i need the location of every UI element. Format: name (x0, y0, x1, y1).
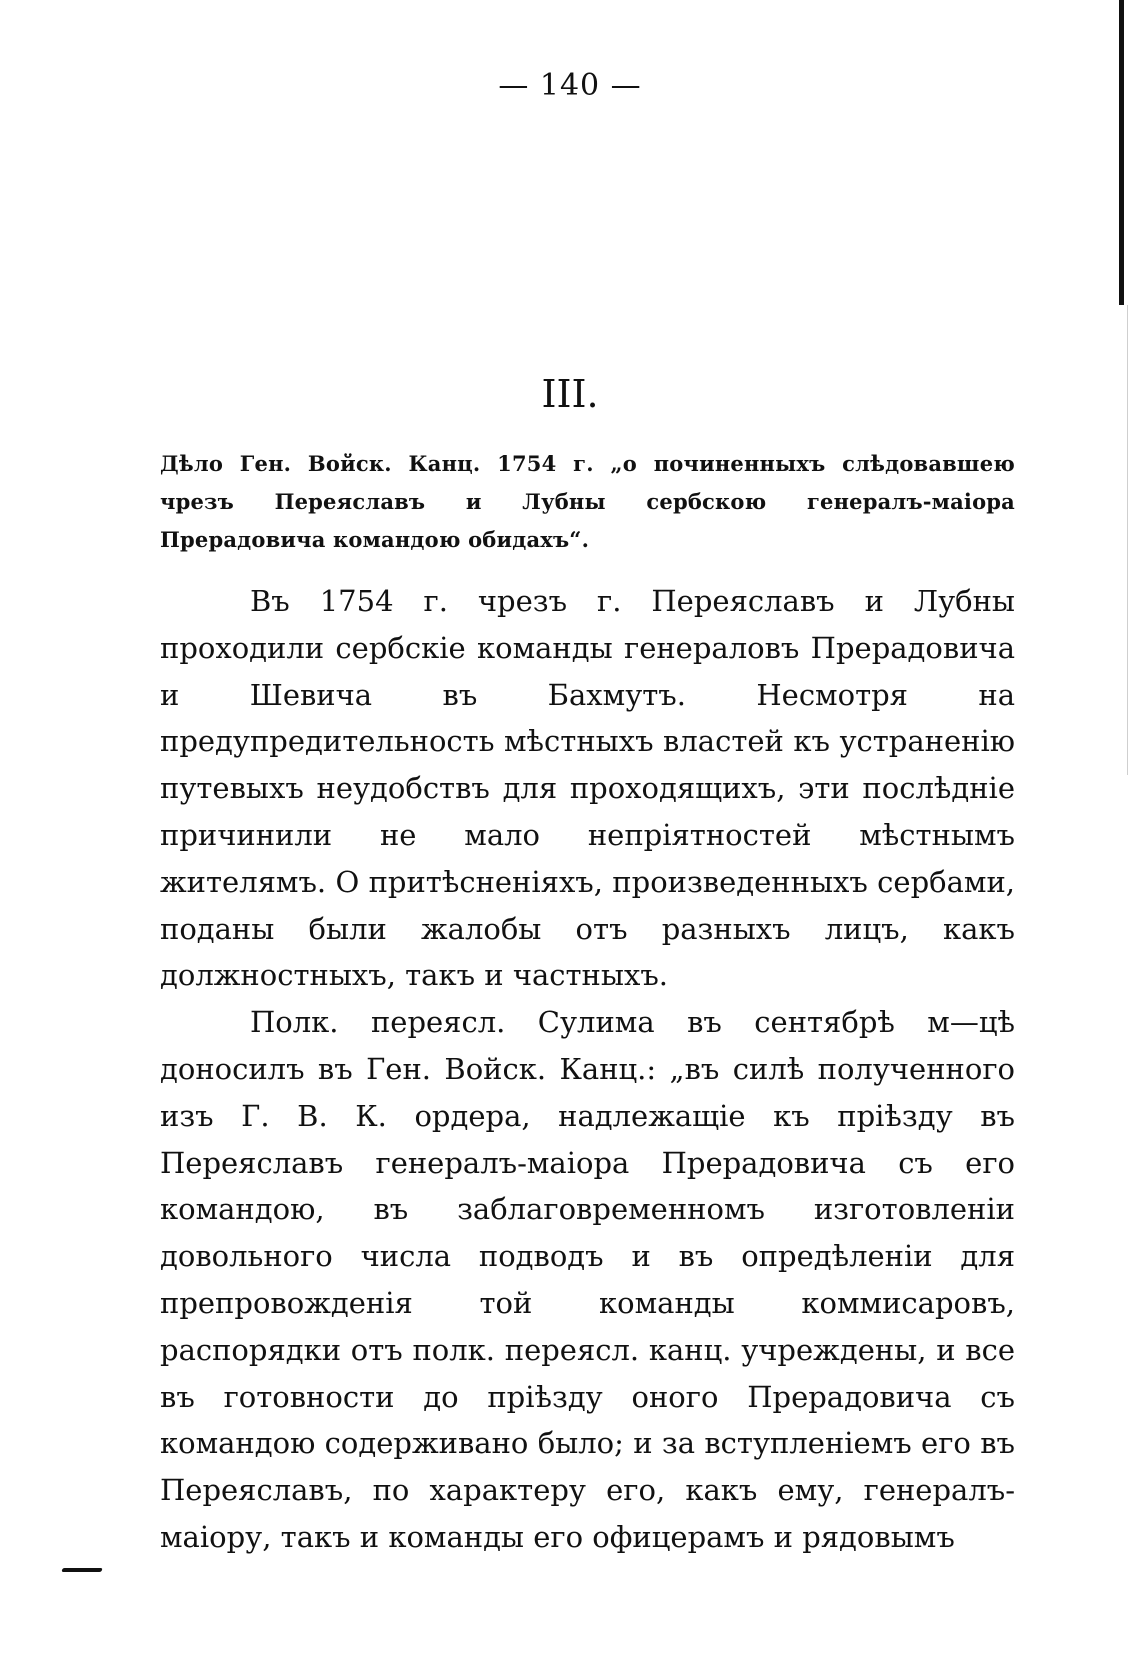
ink-mark (61, 1568, 102, 1572)
page-number: — 140 — (498, 68, 642, 103)
paragraph-2: Полк. переясл. Сулима въ сентябрѣ м—цѣ доносилъ въ Ген. Войск. Канц.: „въ силѣ полученного изъ Г. В. К. ордера, надлежащіе къ пріѣзду въ Переяславъ генералъ-маіора Прерадовича съ его командою, въ заблаговременномъ изготовленіи довольного числа подводъ и въ опредѣленіи для препровожденія той команды коммисаровъ, распорядки отъ полк. переясл. канц. учреждены, и все въ готовности до пріѣзду оного Прерадовича съ командою содерживано было; и за вступленіемъ его въ Переяславъ, по характеру его, какъ ему, генералъ-маіору, такъ и команды его офицерамъ и рядовымъ (160, 1005, 1015, 1554)
source-note: Дѣло Ген. Войск. Канц. 1754 г. „о починенныхъ слѣдовавшею чрезъ Переяславъ и Лубны сербскою генералъ-маіора Прерадовича командою обидахъ“. (160, 451, 1015, 552)
section-heading: III. (541, 372, 599, 416)
paragraph-1: Въ 1754 г. чрезъ г. Переяславъ и Лубны проходили сербскіе команды генераловъ Прерадовича и Шевича въ Бахмутъ. Несмотря на предупредительность мѣстныхъ властей къ устраненію путевыхъ неудобствъ для проходящихъ, эти послѣдніе причинили не мало непріятностей мѣстнымъ жителямъ. О притѣсненіяхъ, произведенныхъ сербами, поданы были жалобы отъ разныхъ лицъ, какъ должностныхъ, такъ и частныхъ. (160, 584, 1015, 993)
page-edge-shadow (1119, 0, 1124, 305)
body-text (160, 578, 1015, 1561)
